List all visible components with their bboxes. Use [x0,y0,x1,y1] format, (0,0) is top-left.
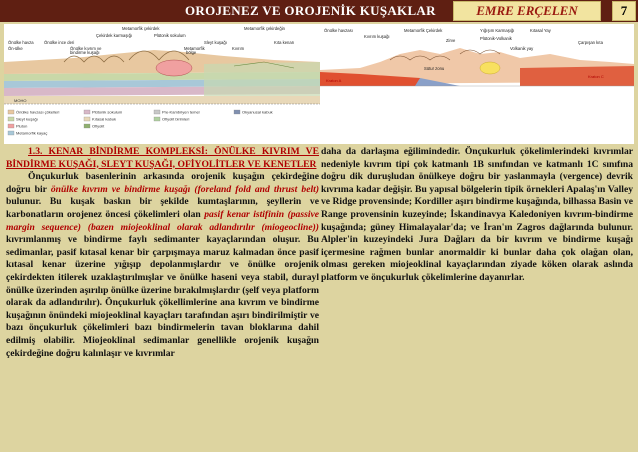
label-volcanic-arc-r: Volkanik yay [510,46,534,51]
label-fold: Kıvrım [232,46,245,51]
legend-item: Kıtasal kabuk [92,116,117,122]
legend-item: Pre-Kambriyen temel [162,109,200,115]
label-metamorphic-core: Metamorfik çekirdek [122,26,160,31]
right-text-column [321,146,633,446]
paragraph-continued: daha da darlaşma eğilimindedir. Önçukurluk çökelimlerindeki kıvrımlar nedeniyle kıvrım tipi çok katmanlı 1B sınıfından ve katmanlı 1C sınıfına doğru dik duruşludan önülkeye doğru bir yaslanmayla (vergence) devrik kıvrıma kadar değişir. Bu yapısal bölgelerin tipik örnekleri Apalaş'ın Valley ve Ridge provensinde; Kordiller aşırı bindirme kuşağında, bilhassa Basin ve Range provensinin kuzeyinde; İskandinavya Kaledoniyen kıvrım-bindirme kuşağında; güney Himalayalar'da; ve İran'ın Zagros dağlarında bulunur. Alpler'in kuzeyindeki Jura Dağları da bir kıvrım ve bindirme kuşağı içermesine rağmen bunlar anormaldir ki bunlar daha çok olağan olan, olması gereken miojeoklinal kayaçlarından ziyade köken olarak aslında platform ve önçukurluk çökelimlerine dayanırlar. [321,146,633,283]
label-foreland-basin: Önülke havza [8,40,34,45]
term-passive-margin: pasif kenar istifinin (passive margin sequence) (bazen miojeoklinal olarak adlandırılır (miogeocline)) [6,208,320,233]
label-slate-belt: Sleyt kuşağı [204,40,227,45]
legend-item: Okyanusal kabuk [242,109,273,115]
label-zone: bölge [186,50,197,55]
label-plutonic-volcanic-r: Plütonik-Volkanik [480,36,512,41]
label-metamorphic-core2: Metamorfik çekirdeğin [244,26,285,31]
label-core-complex: Çekirdek karmaşığı [96,33,133,38]
collision-cross-section-diagram [320,24,634,144]
cross-section-figure [4,24,634,144]
label-suture-zone-r: Sütur zonu [424,66,445,71]
text-span: Önçukurluk basenlerinin arkasında orojenik kuşağın çekirdeğine doğru bir [6,171,319,195]
legend-item: Sleyt kuşağı [16,116,38,122]
label-thrust-belt: bindirme kuşağı [70,50,100,55]
label-continental-margin: Kıta kenarı [274,40,295,45]
legend-item: Pluton [16,123,28,129]
label-foreland-basin-r: Önülke havzası [324,28,353,33]
term-foreland-belt: önülke kıvrım ve bindirme kuşağı (foreland fold and thrust belt) [50,183,320,195]
header-bar [0,0,638,22]
label-metamorphic: Metamorfik [184,46,205,51]
left-text-column [6,146,319,446]
label-peak-r: Zirve [446,38,456,43]
legend-item: Ofiyolit birimleri [162,116,190,122]
label-craton-a: Kraton A [326,78,342,83]
section-heading: 1.3. KENAR BİNDİRME KOMPLEKSİ: ÖNÜLKE KIVRIM VE BİNDİRME KUŞAĞI, SLEYT KUŞAĞI, OFİYOLİTLER VE KENETLER [6,146,319,170]
label-plutonic: Plütonik sokulum [154,33,186,38]
label-continental-arc-r: Kıtasal Yay [530,28,551,33]
paragraph-foreland [6,171,319,360]
label-foreland: Ön-ülke [8,46,23,51]
label-foreland-fold: Önülke kıvrım ve [70,46,102,51]
label-fold-belt-r: Kıvrım kuşağı [364,34,390,39]
text-span: kıvrımlanmış ve bindirme faylı sedimanter kayaçlarından oluşur. Bu sedimanlar, pasif kıtasal kenar bir çarpışmaya maruz kalmadan önce pasif kıtasal kenar üzerine yığışıp depolanmışlardır ve önülke orojenik çekirdekten itilerek uzaklaştırılmışlar ve önülke haseni veya stabil, durayl önülke üzerinden aşırılıp önülke üzerine bırakılmışlardır (şelf veya platform olarak da adlandırılır). Önçukurluk çökellimlerine ana kıvrım ve bindirme kuşağının önündeki miojeoklinal kayaçları tarafından aşırı bindirilmiştir ve bazı önçukurluk çökelimleri bazı bindirmelerin tavan bloklarına dahil edilmiş olabilir. Miojeoklinal sedimanlar genellikle orojenik kuşağın çekirdeğine doğru kalınlaşır ve kıvrımlar [6,234,319,359]
legend-item: Önülke havzası çökelleri [16,109,60,115]
author-badge: EMRE ERÇELEN [453,1,601,21]
legend-item: Plütonik sokulum [92,109,123,115]
label-accretion-complex-r: Yığışım Karmaşığı [480,28,515,33]
label-craton-c: Kraton C [588,74,604,79]
label-colliding-continent-r: Çarpışan kıta [578,40,603,45]
orogen-cross-section-diagram [4,24,320,144]
moho-label: MOHO [14,98,27,103]
label-metamorphic-core-r: Metamorfik Çekirdek [404,28,443,33]
page-number-badge: 7 [612,1,636,21]
legend-item: Ofiyolit [92,123,105,129]
page-title: OROJENEZ VE OROJENİK KUŞAKLAR [185,3,436,18]
label-foreland-thin: Önülke ince deri [44,40,75,45]
legend-item: Metamorfik kayaç [16,130,48,136]
text-span: bulunur. Bu kuşak baskın bir şekilde kumtaşlarının, şeyllerin ve karbonatların orojenez öncesi çökelimleri olan [6,196,319,220]
